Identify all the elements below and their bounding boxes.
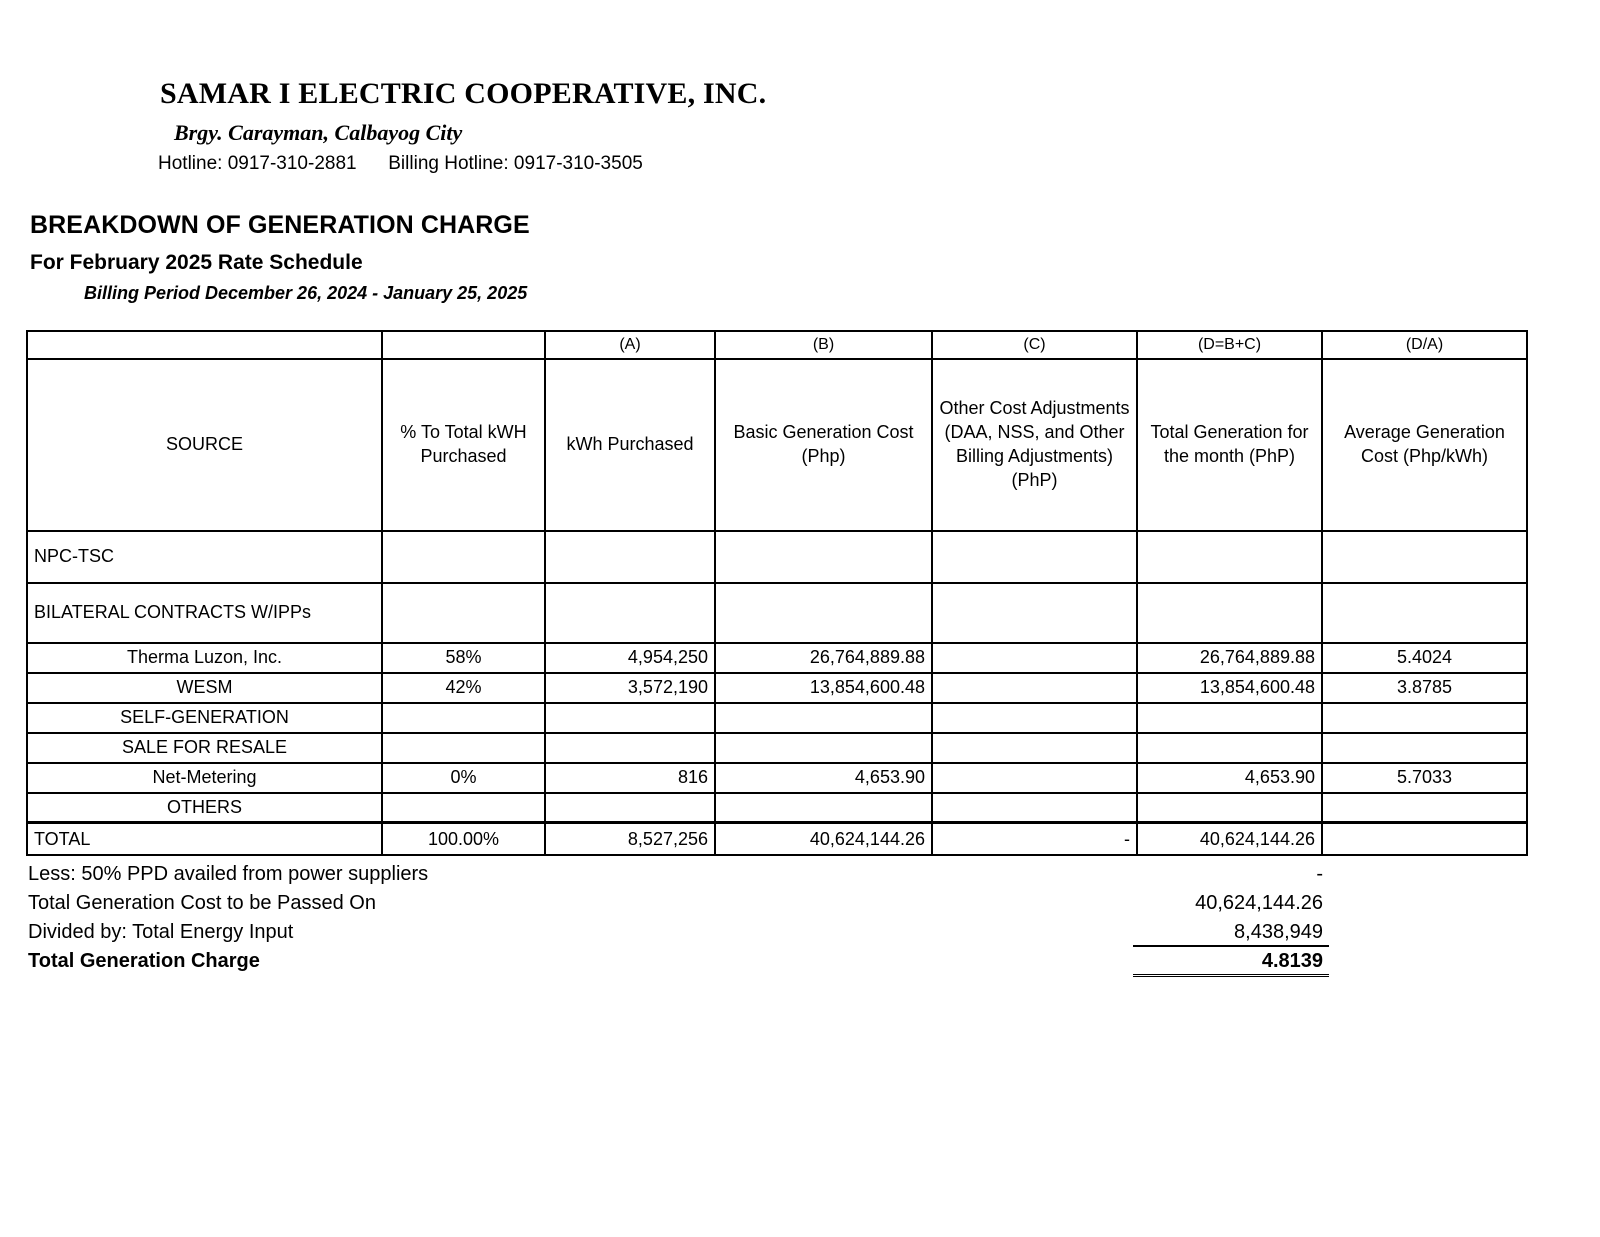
row-other-adjustments <box>932 703 1137 733</box>
table-total-row <box>27 823 1527 855</box>
summary-value: 8,438,949 <box>1133 922 1329 947</box>
table-row <box>27 763 1527 793</box>
table-row <box>27 703 1527 733</box>
row-other-adjustments <box>932 531 1137 583</box>
row-kwh-purchased <box>545 531 715 583</box>
row-average-cost: 3.8785 <box>1322 673 1527 703</box>
header-total-generation-month: Total Generation for the month (PhP) <box>1137 359 1322 531</box>
row-basic-cost <box>715 531 932 583</box>
table-row <box>27 793 1527 823</box>
rate-schedule-subtitle: For February 2025 Rate Schedule <box>30 250 363 274</box>
row-pct-total: 58% <box>382 643 545 673</box>
row-total-generation: 4,653.90 <box>1137 763 1322 793</box>
row-kwh-purchased: 816 <box>545 763 715 793</box>
row-pct-total: 42% <box>382 673 545 703</box>
row-kwh-purchased <box>545 703 715 733</box>
row-pct-total: 0% <box>382 763 545 793</box>
total-other-adjustments: - <box>932 823 1137 855</box>
row-total-generation: 13,854,600.48 <box>1137 673 1322 703</box>
row-pct-total <box>382 583 545 643</box>
row-source-label: WESM <box>27 673 382 703</box>
summary-row-ppd <box>28 864 1500 893</box>
header-other-cost-adjustments: Other Cost Adjustments (DAA, NSS, and Other Billing Adjustments) (PhP) <box>932 359 1137 531</box>
row-source-label: SALE FOR RESALE <box>27 733 382 763</box>
generation-charge-table-wrapper <box>0 330 1600 856</box>
row-basic-cost <box>715 583 932 643</box>
summary-label: Divided by: Total Energy Input <box>28 920 294 943</box>
row-average-cost <box>1322 703 1527 733</box>
total-average-cost <box>1322 823 1527 855</box>
column-letter-c: (C) <box>932 331 1137 359</box>
header-pct-total-kwh: % To Total kWH Purchased <box>382 359 545 531</box>
total-total-generation: 40,624,144.26 <box>1137 823 1322 855</box>
table-row <box>27 733 1527 763</box>
row-pct-total <box>382 703 545 733</box>
row-other-adjustments <box>932 793 1137 823</box>
row-total-generation <box>1137 703 1322 733</box>
table-row <box>27 643 1527 673</box>
summary-row-passed-on <box>28 893 1500 922</box>
column-letter-d: (D=B+C) <box>1137 331 1322 359</box>
row-average-cost <box>1322 733 1527 763</box>
summary-label: Total Generation Cost to be Passed On <box>28 891 376 914</box>
row-basic-cost: 13,854,600.48 <box>715 673 932 703</box>
document-titles <box>0 212 1600 303</box>
corner-blank-source <box>27 331 382 359</box>
total-basic-cost: 40,624,144.26 <box>715 823 932 855</box>
summary-label: Total Generation Charge <box>28 949 260 972</box>
row-source-label: BILATERAL CONTRACTS W/IPPs <box>27 583 382 643</box>
row-pct-total <box>382 733 545 763</box>
summary-row-generation-charge <box>28 951 1500 980</box>
table-row <box>27 583 1527 643</box>
company-name: SAMAR I ELECTRIC COOPERATIVE, INC. <box>160 77 767 110</box>
row-other-adjustments <box>932 583 1137 643</box>
letterhead <box>0 0 1600 174</box>
header-basic-generation-cost: Basic Generation Cost (Php) <box>715 359 932 531</box>
row-other-adjustments <box>932 643 1137 673</box>
corner-blank-pct <box>382 331 545 359</box>
row-average-cost: 5.4024 <box>1322 643 1527 673</box>
row-other-adjustments <box>932 733 1137 763</box>
row-kwh-purchased: 3,572,190 <box>545 673 715 703</box>
row-basic-cost: 4,653.90 <box>715 763 932 793</box>
row-basic-cost <box>715 733 932 763</box>
row-average-cost <box>1322 583 1527 643</box>
row-pct-total <box>382 793 545 823</box>
row-kwh-purchased <box>545 583 715 643</box>
row-source-label: OTHERS <box>27 793 382 823</box>
row-total-generation <box>1137 583 1322 643</box>
row-total-generation: 26,764,889.88 <box>1137 643 1322 673</box>
billing-period: Billing Period December 26, 2024 - January 25, 2025 <box>84 283 528 304</box>
row-source-label: SELF-GENERATION <box>27 703 382 733</box>
row-total-generation <box>1137 793 1322 823</box>
row-total-generation <box>1137 531 1322 583</box>
table-header-row <box>27 359 1527 531</box>
row-basic-cost <box>715 703 932 733</box>
hotline-numbers: Hotline: 0917-310-2881 Billing Hotline: 0917-310-3505 <box>158 152 643 174</box>
row-source-label: NPC-TSC <box>27 531 382 583</box>
total-pct-total: 100.00% <box>382 823 545 855</box>
generation-charge-table <box>26 330 1528 856</box>
table-row <box>27 531 1527 583</box>
column-letter-a: (A) <box>545 331 715 359</box>
row-basic-cost <box>715 793 932 823</box>
row-other-adjustments <box>932 673 1137 703</box>
summary-value: 4.8139 <box>1133 951 1329 977</box>
row-average-cost: 5.7033 <box>1322 763 1527 793</box>
header-source: SOURCE <box>27 359 382 531</box>
page-title: BREAKDOWN OF GENERATION CHARGE <box>30 211 530 240</box>
summary-value: - <box>1316 862 1323 885</box>
row-average-cost <box>1322 531 1527 583</box>
row-kwh-purchased <box>545 733 715 763</box>
row-source-label: Therma Luzon, Inc. <box>27 643 382 673</box>
table-row <box>27 673 1527 703</box>
total-row-label: TOTAL <box>27 823 382 855</box>
row-kwh-purchased <box>545 793 715 823</box>
row-average-cost <box>1322 793 1527 823</box>
row-basic-cost: 26,764,889.88 <box>715 643 932 673</box>
company-address: Brgy. Carayman, Calbayog City <box>174 119 463 145</box>
column-letter-row <box>27 331 1527 359</box>
row-kwh-purchased: 4,954,250 <box>545 643 715 673</box>
header-kwh-purchased: kWh Purchased <box>545 359 715 531</box>
row-other-adjustments <box>932 763 1137 793</box>
summary-row-energy-input <box>28 922 1500 951</box>
summary-value: 40,624,144.26 <box>1195 891 1323 914</box>
row-total-generation <box>1137 733 1322 763</box>
summary-section <box>0 864 1500 980</box>
column-letter-b: (B) <box>715 331 932 359</box>
row-source-label: Net-Metering <box>27 763 382 793</box>
total-kwh-purchased: 8,527,256 <box>545 823 715 855</box>
header-average-generation-cost: Average Generation Cost (Php/kWh) <box>1322 359 1527 531</box>
summary-label: Less: 50% PPD availed from power suppliers <box>28 862 429 885</box>
column-letter-da: (D/A) <box>1322 331 1527 359</box>
row-pct-total <box>382 531 545 583</box>
